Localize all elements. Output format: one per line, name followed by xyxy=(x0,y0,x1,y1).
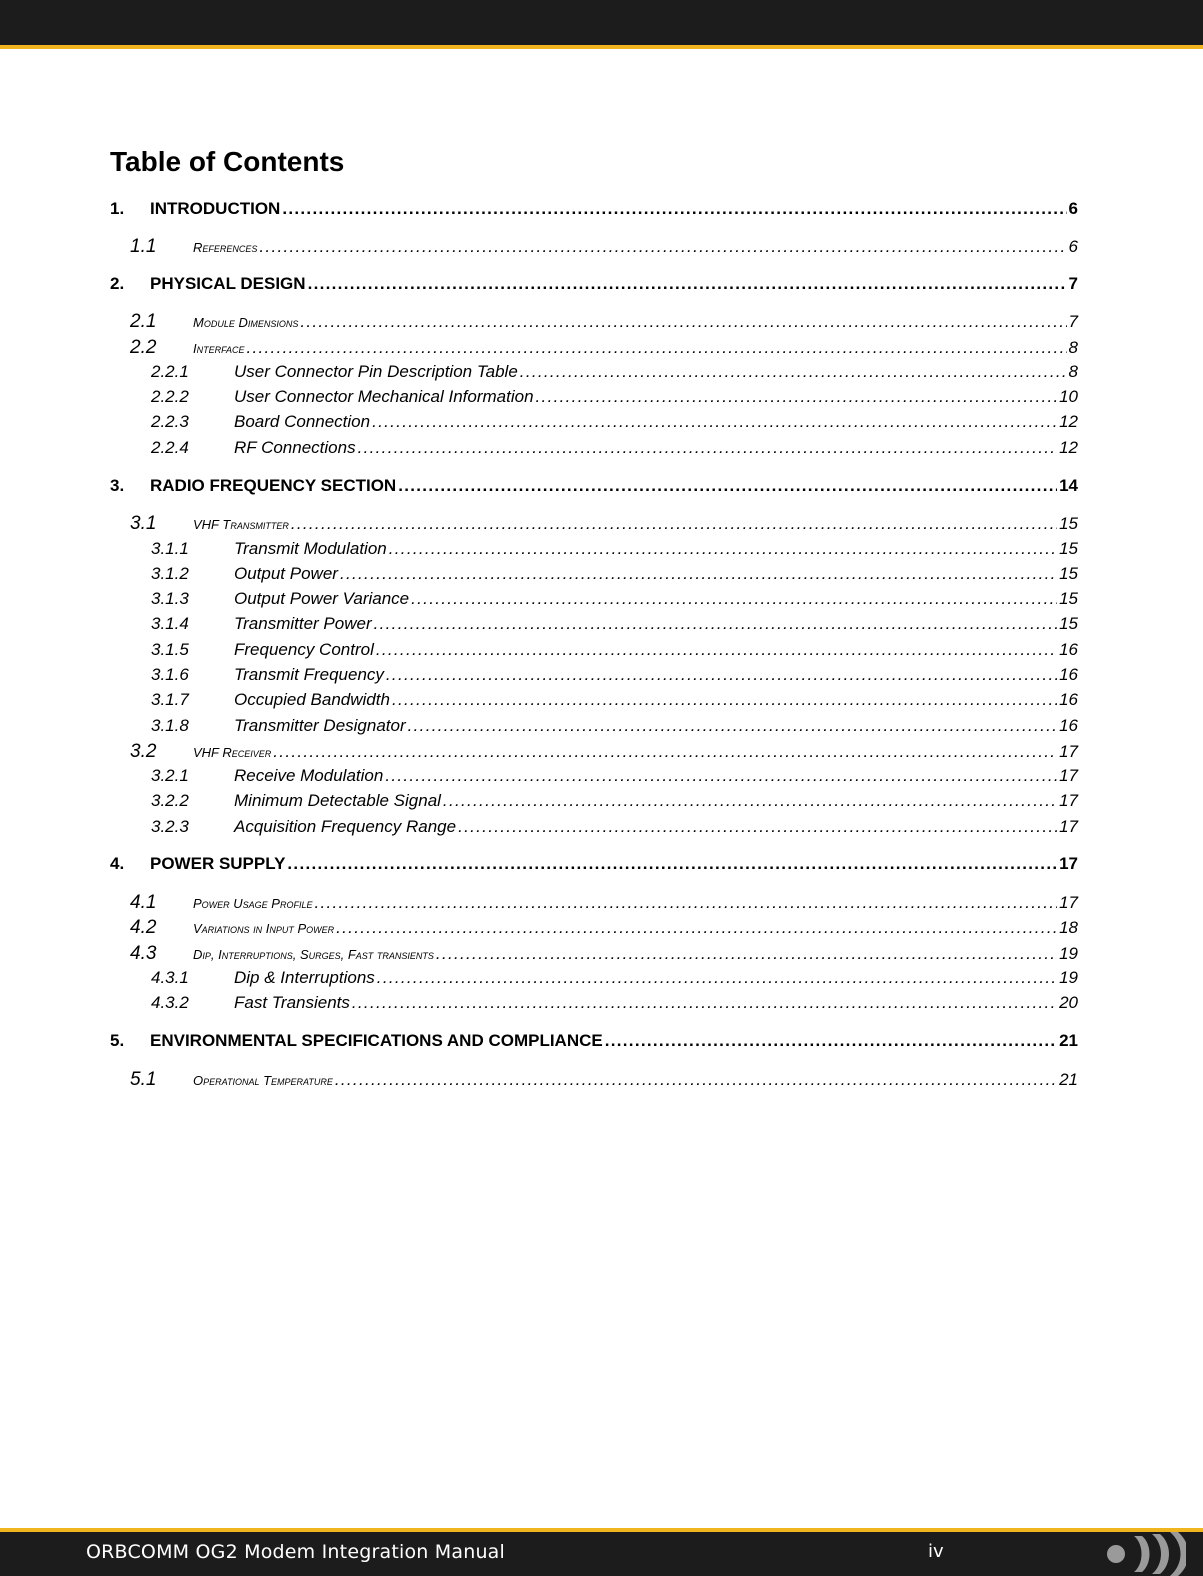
toc-entry[interactable]: 3.1.3 Output Power Variance ..... 15 xyxy=(151,589,1078,611)
header-bar xyxy=(0,0,1203,45)
toc-entry[interactable]: 5.1 Operational Temperature ..... 21 xyxy=(130,1069,1078,1091)
toc-entry[interactable]: 3.2.1 Receive Modulation ..... 17 xyxy=(151,766,1078,788)
toc-entry[interactable]: 3.1.2 Output Power ..... 15 xyxy=(151,564,1078,586)
toc-entry[interactable]: 5. ENVIRONMENTAL SPECIFICATIONS AND COMPLIANCE ..... 21 xyxy=(110,1031,1078,1055)
toc-entry[interactable]: 3.1.1 Transmit Modulation ..... 15 xyxy=(151,539,1078,561)
toc-entry[interactable]: 3.1.6 Transmit Frequency ..... 16 xyxy=(151,665,1078,687)
toc-entry[interactable]: 3.1 VHF Transmitter ..... 15 xyxy=(130,513,1078,535)
toc-entry[interactable]: 1. INTRODUCTION ..... 6 xyxy=(110,199,1078,223)
orbcomm-logo-icon xyxy=(1098,1532,1186,1576)
toc-entry[interactable]: 2.2.4 RF Connections ..... 12 xyxy=(151,438,1078,460)
toc-entry[interactable]: 3.1.7 Occupied Bandwidth ..... 16 xyxy=(151,690,1078,712)
toc-entry[interactable]: 3.1.4 Transmitter Power ..... 15 xyxy=(151,614,1078,636)
toc-entry[interactable]: 4.3 Dip, Interruptions, Surges, Fast transients ..... 19 xyxy=(130,943,1078,965)
toc-entry[interactable]: 3.2.2 Minimum Detectable Signal ..... 17 xyxy=(151,791,1078,813)
toc-entry[interactable]: 2.2.2 User Connector Mechanical Information ..... 10 xyxy=(151,387,1078,409)
toc-entry[interactable]: 1.1 References ..... 6 xyxy=(130,236,1078,258)
toc-title: Table of Contents xyxy=(110,146,345,177)
toc-entry[interactable]: 3.1.8 Transmitter Designator ..... 16 xyxy=(151,716,1078,738)
toc-entry[interactable]: 3.2 VHF Receiver ..... 17 xyxy=(130,741,1078,763)
toc-entry[interactable]: 4.3.2 Fast Transients ..... 20 xyxy=(151,993,1078,1015)
toc-entry[interactable]: 4.1 Power Usage Profile ..... 17 xyxy=(130,892,1078,914)
toc-entry[interactable]: 3.1.5 Frequency Control ..... 16 xyxy=(151,640,1078,662)
footer-page-number: iv xyxy=(928,1541,944,1562)
header-accent-line xyxy=(0,45,1203,49)
footer-title: ORBCOMM OG2 Modem Integration Manual xyxy=(86,1541,506,1563)
toc-entry[interactable]: 2. PHYSICAL DESIGN ..... 7 xyxy=(110,274,1078,298)
toc-entry[interactable]: 2.2 Interface ..... 8 xyxy=(130,337,1078,359)
toc-entry[interactable]: 4.3.1 Dip & Interruptions ..... 19 xyxy=(151,968,1078,990)
toc-entry[interactable]: 2.2.1 User Connector Pin Description Table ..... 8 xyxy=(151,362,1078,384)
toc-entry[interactable]: 2.2.3 Board Connection ..... 12 xyxy=(151,412,1078,434)
toc-entry[interactable]: 3. RADIO FREQUENCY SECTION ..... 14 xyxy=(110,476,1078,500)
toc-entry[interactable]: 4.2 Variations in Input Power ..... 18 xyxy=(130,917,1078,939)
toc-entry[interactable]: 3.2.3 Acquisition Frequency Range ..... 17 xyxy=(151,817,1078,839)
toc-entry[interactable]: 2.1 Module Dimensions ..... 7 xyxy=(130,311,1078,333)
toc-entry[interactable]: 4. POWER SUPPLY ..... 17 xyxy=(110,854,1078,878)
